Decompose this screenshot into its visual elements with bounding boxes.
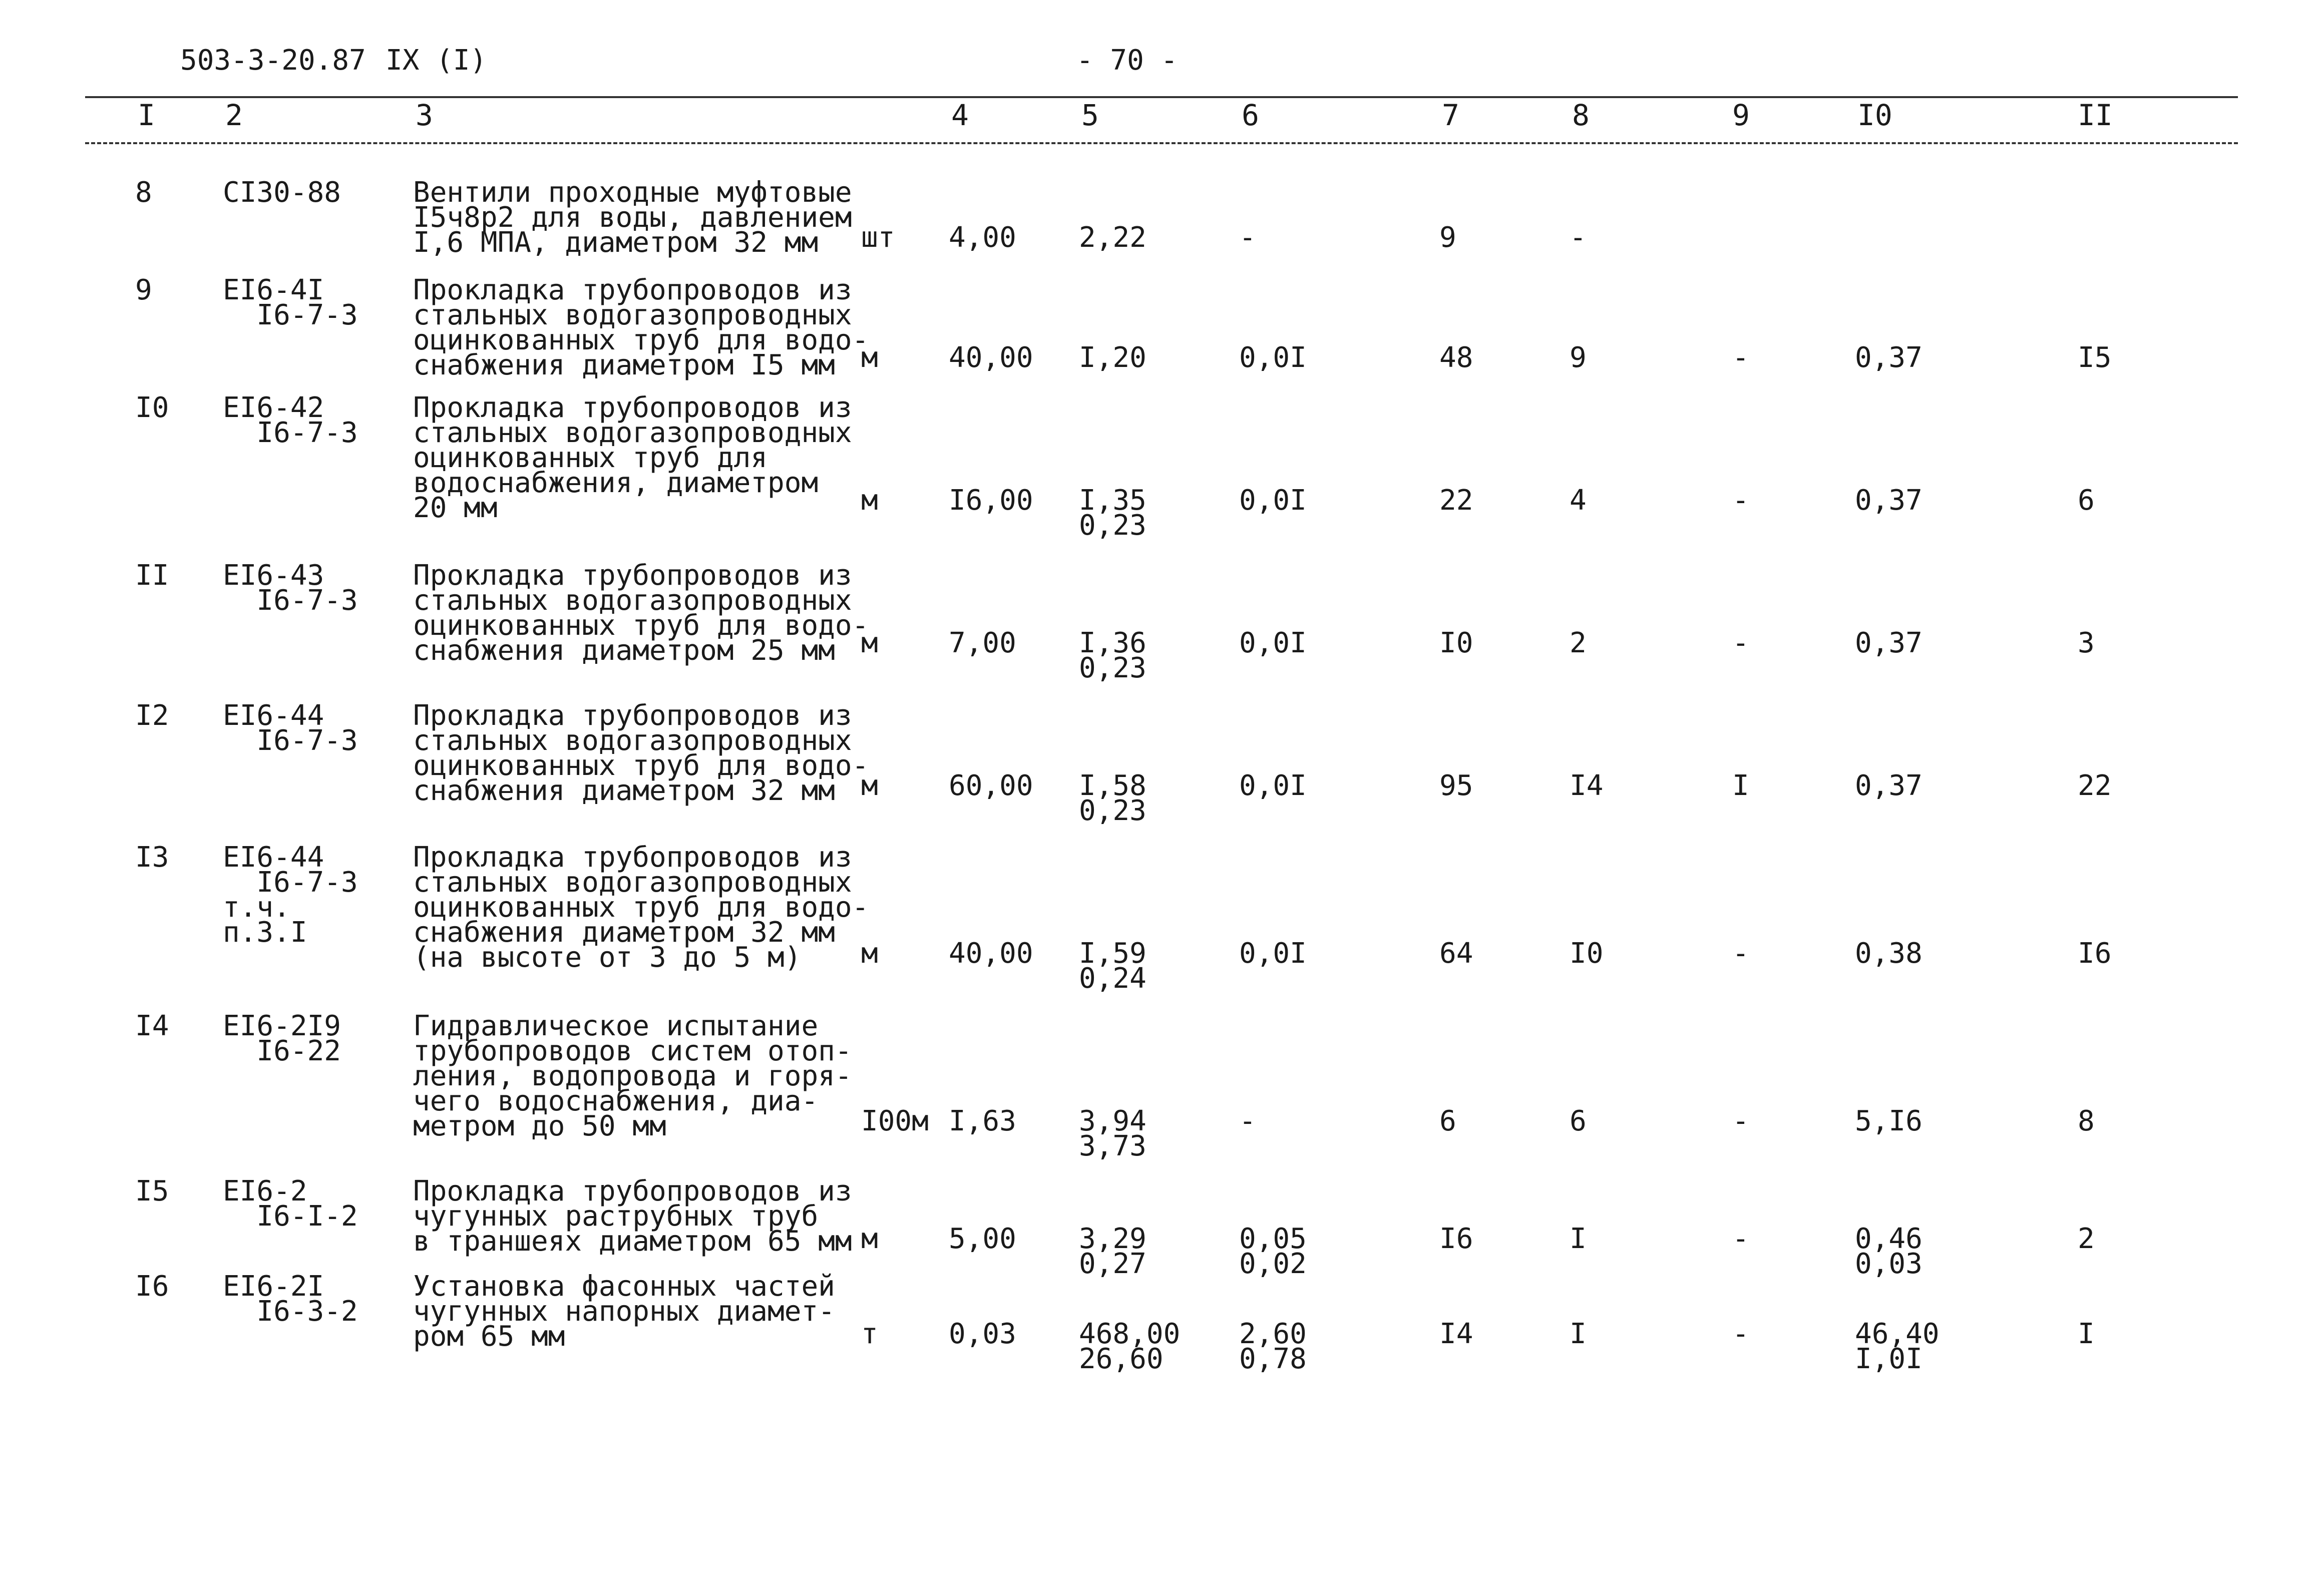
row-col11: 8 bbox=[2078, 1105, 2095, 1137]
row-description: Прокладка трубопроводов из стальных водогазопроводных оцинкованных труб для водо- снабжения диаметром 32 мм bbox=[413, 699, 869, 807]
row-quantity: 7,00 bbox=[949, 627, 1016, 659]
row-col11: I6 bbox=[2078, 937, 2112, 970]
row-col8: - bbox=[1570, 221, 1587, 254]
row-code: EI6-44 I6-7-3 bbox=[223, 699, 358, 757]
row-col9: - bbox=[1732, 484, 1749, 517]
row-col5: 468,00 26,60 bbox=[1079, 1318, 1181, 1375]
row-col9: - bbox=[1732, 1318, 1749, 1350]
column-number-10: I0 bbox=[1857, 98, 1892, 132]
row-col9: - bbox=[1732, 627, 1749, 659]
row-col5: 3,94 3,73 bbox=[1079, 1105, 1146, 1162]
row-col9: - bbox=[1732, 1223, 1749, 1255]
row-col5: 3,29 0,27 bbox=[1079, 1223, 1146, 1280]
row-col6: 0,0I bbox=[1239, 937, 1307, 970]
row-col6: 0,0I bbox=[1239, 627, 1307, 659]
column-number-3: 3 bbox=[416, 98, 433, 132]
row-col5: I,59 0,24 bbox=[1079, 937, 1146, 995]
row-description: Прокладка трубопроводов из стальных водогазопроводных оцинкованных труб для водоснабжения, диаметром 20 мм bbox=[413, 391, 852, 524]
row-col7: 6 bbox=[1439, 1105, 1456, 1137]
row-col8: 4 bbox=[1570, 484, 1587, 517]
row-description: Прокладка трубопроводов из стальных водогазопроводных оцинкованных труб для водо- снабжения диаметром 32 мм (на высоте от 3 до 5 м) bbox=[413, 841, 869, 974]
row-col6: 0,0I bbox=[1239, 341, 1307, 374]
row-code: EI6-2I9 I6-22 bbox=[223, 1010, 341, 1067]
row-col10: 0,38 bbox=[1855, 937, 1923, 970]
row-code: EI6-2I I6-3-2 bbox=[223, 1270, 358, 1328]
row-code: CI30-88 bbox=[223, 176, 341, 209]
row-col5: 2,22 bbox=[1079, 221, 1146, 254]
row-col10: 0,37 bbox=[1855, 341, 1923, 374]
document-code: 503-3-20.87 bbox=[180, 44, 366, 77]
row-number: I2 bbox=[135, 699, 169, 732]
row-col11: 22 bbox=[2078, 769, 2112, 802]
row-col9: - bbox=[1732, 1105, 1749, 1137]
row-unit: т bbox=[861, 1318, 878, 1350]
column-number-5: 5 bbox=[1081, 98, 1099, 132]
row-unit: м bbox=[861, 627, 878, 659]
row-quantity: 40,00 bbox=[949, 341, 1033, 374]
row-description: Вентили проходные муфтовые I5ч8р2 для воды, давлением I,6 МПА, диаметром 32 мм bbox=[413, 176, 852, 259]
row-col9: - bbox=[1732, 341, 1749, 374]
row-col9: I bbox=[1732, 769, 1749, 802]
row-col8: 9 bbox=[1570, 341, 1587, 374]
row-description: Прокладка трубопроводов из чугунных раструбных труб в траншеях диаметром 65 мм bbox=[413, 1175, 852, 1258]
row-col7: 48 bbox=[1439, 341, 1473, 374]
row-code: EI6-44 I6-7-3 т.ч. п.3.I bbox=[223, 841, 358, 949]
row-unit: м bbox=[861, 1223, 878, 1255]
row-number: I4 bbox=[135, 1010, 169, 1042]
table-top-rule bbox=[85, 96, 2238, 98]
row-description: Прокладка трубопроводов из стальных водогазопроводных оцинкованных труб для водо- снабжения диаметром I5 мм bbox=[413, 274, 869, 381]
row-quantity: 40,00 bbox=[949, 937, 1033, 970]
row-col6: 0,05 0,02 bbox=[1239, 1223, 1307, 1280]
row-col10: 46,40 I,0I bbox=[1855, 1318, 1940, 1375]
row-quantity: I6,00 bbox=[949, 484, 1033, 517]
column-number-6: 6 bbox=[1242, 98, 1259, 132]
row-description: Прокладка трубопроводов из стальных водогазопроводных оцинкованных труб для водо- снабжения диаметром 25 мм bbox=[413, 559, 869, 667]
column-number-7: 7 bbox=[1442, 98, 1459, 132]
row-col6: - bbox=[1239, 1105, 1256, 1137]
row-col6: 2,60 0,78 bbox=[1239, 1318, 1307, 1375]
row-col10: 5,I6 bbox=[1855, 1105, 1923, 1137]
row-col7: 22 bbox=[1439, 484, 1473, 517]
row-col10: 0,37 bbox=[1855, 484, 1923, 517]
column-number-8: 8 bbox=[1572, 98, 1590, 132]
row-col10: 0,46 0,03 bbox=[1855, 1223, 1923, 1280]
row-code: EI6-4I I6-7-3 bbox=[223, 274, 358, 331]
row-quantity: 4,00 bbox=[949, 221, 1016, 254]
row-unit: м bbox=[861, 937, 878, 970]
row-col7: 9 bbox=[1439, 221, 1456, 254]
row-col7: I0 bbox=[1439, 627, 1473, 659]
column-number-11: II bbox=[2078, 98, 2113, 132]
column-number-4: 4 bbox=[951, 98, 969, 132]
row-code: EI6-43 I6-7-3 bbox=[223, 559, 358, 617]
row-number: 8 bbox=[135, 176, 152, 209]
row-col8: I bbox=[1570, 1223, 1587, 1255]
row-quantity: 5,00 bbox=[949, 1223, 1016, 1255]
row-unit: I00м bbox=[861, 1105, 929, 1137]
row-col11: I5 bbox=[2078, 341, 2112, 374]
row-col11: 2 bbox=[2078, 1223, 2095, 1255]
row-col5: I,20 bbox=[1079, 341, 1146, 374]
row-unit: шт bbox=[861, 221, 895, 254]
row-col7: 64 bbox=[1439, 937, 1473, 970]
row-col6: 0,0I bbox=[1239, 769, 1307, 802]
row-col6: 0,0I bbox=[1239, 484, 1307, 517]
column-number-1: I bbox=[138, 98, 155, 132]
row-col8: I4 bbox=[1570, 769, 1604, 802]
row-unit: м bbox=[861, 769, 878, 802]
row-col5: I,58 0,23 bbox=[1079, 769, 1146, 827]
row-col11: 6 bbox=[2078, 484, 2095, 517]
row-description: Установка фасонных частей чугунных напорных диамет- ром 65 мм bbox=[413, 1270, 835, 1353]
row-quantity: 0,03 bbox=[949, 1318, 1016, 1350]
row-number: I3 bbox=[135, 841, 169, 874]
row-col7: 95 bbox=[1439, 769, 1473, 802]
document-section: IX (I) bbox=[386, 44, 487, 77]
row-number: I5 bbox=[135, 1175, 169, 1208]
row-col5: I,35 0,23 bbox=[1079, 484, 1146, 542]
row-col9: - bbox=[1732, 937, 1749, 970]
row-col7: I6 bbox=[1439, 1223, 1473, 1255]
row-number: I0 bbox=[135, 391, 169, 424]
row-unit: м bbox=[861, 341, 878, 374]
row-col10: 0,37 bbox=[1855, 769, 1923, 802]
row-col5: I,36 0,23 bbox=[1079, 627, 1146, 684]
row-col11: 3 bbox=[2078, 627, 2095, 659]
row-description: Гидравлическое испытание трубопроводов систем отоп- ления, водопровода и горя- чего водоснабжения, диа- метром до 50 мм bbox=[413, 1010, 852, 1142]
row-col8: I0 bbox=[1570, 937, 1604, 970]
row-col10: 0,37 bbox=[1855, 627, 1923, 659]
row-quantity: 60,00 bbox=[949, 769, 1033, 802]
column-number-9: 9 bbox=[1732, 98, 1750, 132]
row-col8: 6 bbox=[1570, 1105, 1587, 1137]
row-number: II bbox=[135, 559, 169, 592]
row-col7: I4 bbox=[1439, 1318, 1473, 1350]
row-col8: I bbox=[1570, 1318, 1587, 1350]
row-code: EI6-42 I6-7-3 bbox=[223, 391, 358, 449]
row-number: 9 bbox=[135, 274, 152, 306]
row-quantity: I,63 bbox=[949, 1105, 1016, 1137]
row-col8: 2 bbox=[1570, 627, 1587, 659]
row-number: I6 bbox=[135, 1270, 169, 1303]
page-number: - 70 - bbox=[1076, 44, 1178, 77]
row-col11: I bbox=[2078, 1318, 2095, 1350]
row-unit: м bbox=[861, 484, 878, 517]
row-col6: - bbox=[1239, 221, 1256, 254]
table-header-rule bbox=[85, 142, 2238, 144]
row-code: EI6-2 I6-I-2 bbox=[223, 1175, 358, 1233]
column-number-2: 2 bbox=[225, 98, 243, 132]
